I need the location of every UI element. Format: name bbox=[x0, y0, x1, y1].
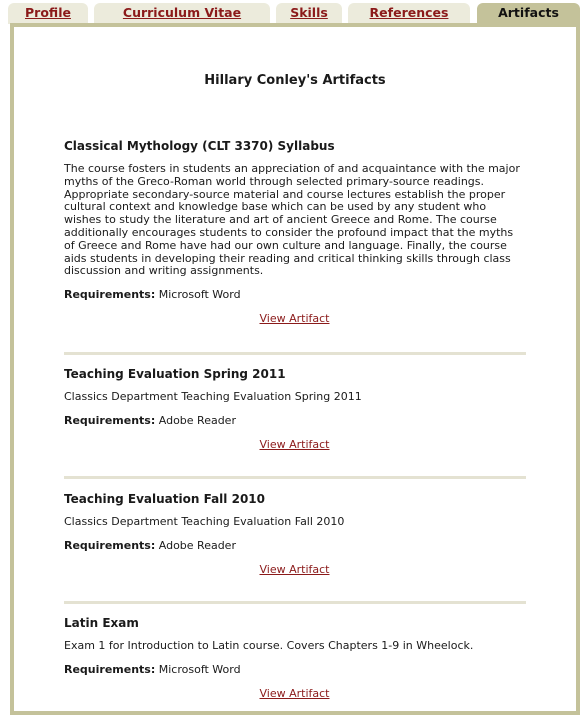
requirements-label: Requirements: bbox=[64, 413, 156, 427]
view-artifact-row bbox=[64, 563, 525, 576]
content-panel bbox=[10, 23, 580, 715]
requirements-value: Adobe Reader bbox=[158, 538, 236, 552]
view-artifact-link[interactable]: View Artifact bbox=[259, 437, 330, 451]
view-artifact-row bbox=[64, 687, 525, 700]
artifact-title: Teaching Evaluation Spring 2011 bbox=[64, 367, 286, 381]
tab-profile[interactable] bbox=[8, 3, 88, 24]
artifact-item bbox=[64, 616, 525, 700]
requirements-label: Requirements: bbox=[64, 288, 156, 302]
artifact-item bbox=[64, 139, 525, 325]
artifact-description: Exam 1 for Introduction to Latin course. Covers Chapters 1-9 in Wheelock. bbox=[64, 639, 474, 652]
view-artifact-link[interactable]: View Artifact bbox=[259, 312, 330, 326]
requirements-value: Microsoft Word bbox=[158, 662, 241, 676]
requirements-value: Adobe Reader bbox=[158, 413, 236, 427]
requirements-label: Requirements: bbox=[64, 662, 156, 676]
artifact-item bbox=[64, 492, 525, 576]
tab-artifacts-label: Artifacts bbox=[498, 5, 559, 20]
tab-curriculum-vitae[interactable] bbox=[94, 3, 270, 24]
artifact-item bbox=[64, 367, 525, 451]
artifact-title: Classical Mythology (CLT 3370) Syllabus bbox=[64, 139, 335, 153]
artifact-title: Teaching Evaluation Fall 2010 bbox=[64, 492, 265, 506]
artifact-requirements bbox=[64, 288, 525, 301]
divider bbox=[64, 352, 526, 355]
requirements-value: Microsoft Word bbox=[158, 288, 241, 302]
tab-skills-link[interactable]: Skills bbox=[290, 5, 328, 20]
artifact-description: The course fosters in students an appreciation of and acquaintance with the major myths of the Greco-Roman world through selected primary-source readings. Appropriate secondary-source material and course lectures establish the proper cultural context and knowledge base which can be used by any student who wishes to study the literature and art of ancient Greece and Rome. The course additionally encourages students to consider the profound impact that the myths of Greece and Rome have had our own culture and language. Finally, the course aids students in developing their reading and critical thinking skills through class discussion and writing assignments. bbox=[64, 162, 520, 278]
page-title: Hillary Conley's Artifacts bbox=[204, 73, 386, 88]
artifact-title: Latin Exam bbox=[64, 616, 139, 630]
view-artifact-link[interactable]: View Artifact bbox=[259, 562, 330, 576]
artifact-requirements bbox=[64, 539, 525, 552]
divider bbox=[64, 601, 526, 604]
artifact-requirements bbox=[64, 414, 525, 427]
requirements-label: Requirements: bbox=[64, 538, 156, 552]
tab-skills[interactable] bbox=[276, 3, 342, 24]
tab-profile-link[interactable]: Profile bbox=[25, 5, 71, 20]
tab-references-link[interactable]: References bbox=[369, 5, 449, 20]
artifact-description: Classics Department Teaching Evaluation Spring 2011 bbox=[64, 390, 362, 403]
tab-references[interactable] bbox=[348, 3, 470, 24]
artifact-requirements bbox=[64, 663, 525, 676]
artifact-description: Classics Department Teaching Evaluation Fall 2010 bbox=[64, 515, 345, 528]
view-artifact-link[interactable]: View Artifact bbox=[259, 686, 330, 700]
divider bbox=[64, 476, 526, 479]
tab-curriculum-vitae-link[interactable]: Curriculum Vitae bbox=[122, 5, 242, 20]
view-artifact-row bbox=[64, 438, 525, 451]
view-artifact-row bbox=[64, 312, 525, 325]
